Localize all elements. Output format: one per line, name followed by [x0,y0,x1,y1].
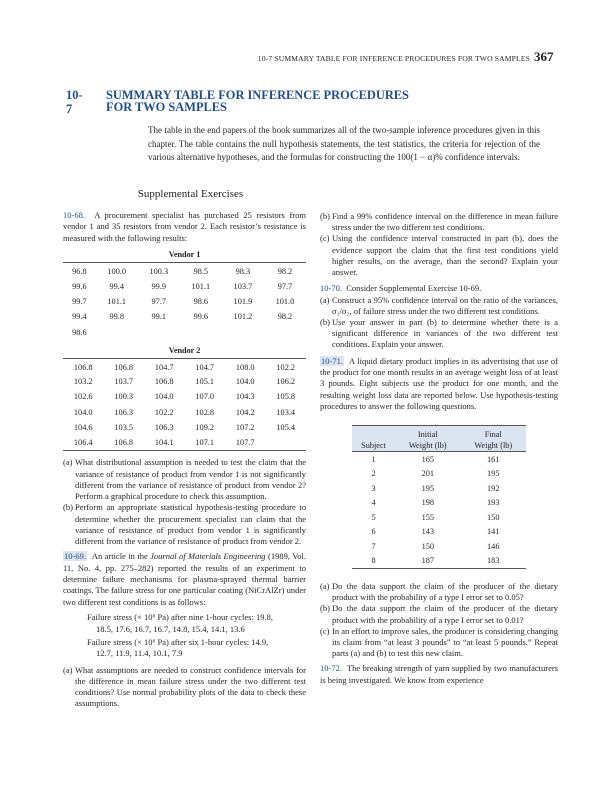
part-text: What distributional assumption is needed to test the claim that the variance of resistance of product from vendor 1 is not significantly different from the variance of resistance of product from vendor 2? Perform a graphical procedure to check this assumption. [75,457,306,502]
exercise-number: 10-72. [320,663,342,674]
section-title-line2: FOR TWO SAMPLES [106,100,227,114]
vendor2-cell: 106.2 [276,377,296,387]
weight-cell: 150 [487,512,500,522]
weight-row [352,495,526,510]
weight-cell: 5 [371,512,376,522]
vendor2-cell: 105.4 [276,423,296,433]
ex71-part-b [320,603,558,625]
vendor1-cell: 101.1 [191,281,211,291]
weight-cell: 150 [421,542,435,552]
exercise-number: 10-71. [321,355,343,366]
vendor2-cell: 107.0 [195,392,215,402]
vendor1-cell: 101.2 [233,312,253,322]
vendor1-caption: Vendor 1 [63,247,306,263]
weight-row [352,539,526,554]
exercise-text: A procurement specialist has purchased 25 resistors from vendor 1 and 35 resistors from vendor 2. Each resistor’s resistance is measured with the following results: [63,210,306,243]
part-label: (b) [320,603,330,614]
stress-label: Failure stress (× 10⁶ Pa) after six 1-hour cycles: 14.9, [87,636,269,647]
exercise-text: A liquid dietary product implies in its advertising that use of the product for one month results in an average weight loss of at least 3 pounds. Eight subjects use the product for one month, and the resulting weight loss data are reported below. Use hypothesis-testing procedures to answer the following questions. [320,355,558,412]
section-number: 10-7 [66,88,83,116]
part-label: (b) [320,211,330,221]
exercise-10-72 [320,663,558,686]
ex68-part-b [63,502,306,547]
vendor1-cell [264,324,306,339]
weight-cell: 193 [487,498,500,508]
vendor2-cell: 106.4 [73,438,93,448]
stress-label: Failure stress (× 10⁶ Pa) after nine 1-hour cycles: 19.8, [87,612,273,623]
part-label: (c) [320,625,330,636]
vendor1-row [63,279,306,294]
vendor2-row [63,359,306,374]
vendor2-cell: 103.4 [276,407,296,417]
weight-cell: 146 [487,542,500,552]
vendor1-cell: 100.3 [149,267,169,277]
vendor2-cell: 102.2 [154,407,174,417]
vendor2-row [63,374,306,389]
vendor1-cell: 98.6 [72,327,87,337]
vendor2-cell: 104.7 [195,362,215,372]
vendor1-row [63,263,306,278]
vendor2-row [63,389,306,404]
col-head: Final [461,425,526,440]
running-head: 10-7 SUMMARY TABLE FOR INFERENCE PROCEDURES FOR TWO SAMPLES [257,54,530,63]
vendor1-cell: 101.0 [275,296,295,306]
weight-cell: 195 [487,469,500,479]
vendor2-cell: 106.8 [114,362,134,372]
vendor1-table [63,247,306,339]
weight-cell: 6 [371,527,376,537]
weight-cell: 3 [371,483,376,493]
vendor1-cell: 101.9 [233,296,253,306]
ex71-part-c [320,626,558,660]
weight-row [352,554,526,569]
part-label: (b) [63,502,73,513]
vendor2-cell: 106.8 [114,438,134,448]
exercise-10-69 [63,551,306,608]
weight-cell: 198 [421,498,435,508]
table-rule [63,450,306,451]
weight-loss-table [352,425,526,569]
part-text: Perform an appropriate statistical hypothesis-testing procedure to determine whether the procurement specialist can claim that the variance of resistance of product from vendor 1 is significantly different from the variance of resistance of product from vendor 2. [75,502,306,546]
weight-row [352,466,526,481]
part-text: In an effort to improve sales, the producer is considering changing its claim from “at least 3 pounds” to “at least 5 pounds.” Repeat parts (a) and (b) to test this new claim. [332,625,558,659]
vendor2-row [63,405,306,420]
vendor2-cell: 107.2 [235,423,255,433]
ex70-part-a [320,295,558,317]
vendor1-cell [96,324,138,339]
vendor2-cell: 104.7 [154,362,174,372]
vendor1-cell: 97.7 [277,281,293,291]
vendor2-cell: 103.5 [114,423,134,433]
part-label: (a) [320,294,330,305]
exercise-number: 10-70. [320,283,342,294]
vendor2-cell: 104.0 [73,407,93,417]
ex68-part-a [63,457,306,502]
exercise-10-71 [320,356,558,413]
vendor1-row [63,324,306,339]
part-text: Do the data support the claim of the producer of the dietary product with the probability of a type I error set to 0.01? [332,603,558,625]
vendor2-cell: 104.1 [154,438,174,448]
weight-cell: 161 [487,454,500,464]
ex69-part-a [63,665,306,710]
vendor1-cell: 99.8 [109,312,124,322]
vendor1-cell [138,324,180,339]
weight-row [352,481,526,496]
vendor2-cell [266,435,307,450]
section-title-line1: SUMMARY TABLE FOR INFERENCE PROCEDURES [106,88,409,102]
vendor2-cell: 106.8 [154,377,174,387]
weight-cell: 143 [421,527,435,537]
exercise-text: Consider Supplemental Exercise 10-69. [346,283,482,294]
exercise-number: 10-68. [63,210,85,220]
vendor1-cell: 99.6 [72,281,87,291]
exercise-text: The breaking strength of yarn supplied by two manufacturers is being investigated. We know from experience [320,663,558,685]
weight-cell: 8 [352,554,395,569]
vendor1-cell: 99.7 [72,296,87,306]
weight-cell: 201 [421,469,435,479]
supplemental-heading: Supplemental Exercises [137,188,244,200]
weight-cell: 192 [487,483,500,493]
vendor2-cell: 109.2 [195,423,215,433]
ex69-part-b [320,211,558,233]
vendor2-cell: 104.3 [235,392,255,402]
stress-data-2 [63,637,306,660]
left-column [63,188,306,710]
vendor2-cell: 108.0 [235,362,255,372]
weight-row [352,525,526,540]
vendor2-cell: 103.2 [73,377,93,387]
vendor2-row [63,435,306,450]
part-text: What assumptions are needed to construct confidence intervals for the difference in mean failure stress under the two different test conditions? Use normal probability plots of the data to check these assumptions. [75,664,306,709]
vendor1-cell: 99.4 [72,312,87,322]
vendor1-cell: 99.9 [151,281,167,291]
vendor2-row [63,420,306,435]
weight-row [352,452,526,467]
col-head: Subject [352,440,395,452]
journal-title: Journal of Materials Engineering [150,551,266,562]
vendor1-cell: 99.6 [193,312,209,322]
exercise-text-before: An article in the [91,551,151,562]
vendor1-cell [180,324,222,339]
stress-values: 12.7, 11.9, 11.4, 10.1, 7.9 [96,648,183,659]
vendor2-cell: 107.1 [195,438,215,448]
vendor1-cell [222,324,264,339]
vendor1-cell: 98.5 [193,267,209,277]
right-column-content [320,189,558,686]
part-text: Use your answer in part (b) to determine whether there is a significant difference in variances of the two different test conditions. Explain your answer. [332,317,558,350]
part-label: (b) [320,317,330,328]
vendor2-cell: 102.2 [276,362,296,372]
vendor2-table [63,343,306,451]
weight-cell: 4 [371,498,376,508]
part-label: (a) [63,457,73,468]
col-head: Initial [395,425,460,440]
vendor1-cell: 96.8 [72,267,87,277]
weight-cell: 2 [371,469,376,479]
vendor1-cell: 98.2 [277,267,293,277]
ex69-part-c [320,233,558,278]
vendor2-cell: 104.0 [154,392,174,402]
part-text: Do the data support the claim of the producer of the dietary product with the probability of a type I error set to 0.05? [332,580,558,603]
vendor1-cell: 99.1 [151,312,167,322]
vendor1-cell: 103.7 [233,281,253,291]
part-text: Find a 99% confidence interval on the difference in mean failure stress under the two different test conditions. [332,211,558,233]
vendor1-cell: 101.1 [107,296,127,306]
weight-cell: 183 [461,554,526,569]
col-head: Weight (lb) [395,440,460,452]
exercise-number: 10-69. [64,551,86,562]
vendor2-cell: 104.2 [235,407,255,417]
vendor2-cell: 106.3 [154,423,174,433]
vendor2-cell: 102.6 [73,392,93,402]
weight-cell: 165 [421,454,435,464]
weight-cell: 195 [421,483,435,493]
exercise-10-68 [63,210,306,244]
vendor2-cell: 106.8 [73,362,93,372]
vendor2-cell: 104.0 [235,377,255,387]
ex71-part-a [320,581,558,603]
stress-values: 18.5, 17.6, 16.7, 16.7, 14.8, 15.4, 14.1, 13.6 [96,623,245,634]
vendor1-cell: 99.4 [109,281,124,291]
part-label: (c) [320,233,330,244]
vendor1-row [63,294,306,309]
vendor2-cell: 103.7 [114,377,134,387]
vendor2-cell: 105.1 [195,377,215,387]
section-intro: The table in the end papers of the book summarizes all of the two-sample inference procedures given in this chapter. The table contains the null hypothesis statements, the test statistics, the criteria for rejection of the various alternative hypotheses, and the formulas for constructing the 100(1 − α)% confidence intervals. [148,125,540,163]
weight-cell: 1 [371,454,376,464]
vendor2-caption: Vendor 2 [63,343,306,359]
weight-cell: 155 [421,512,435,522]
vendor2-cell: 104.6 [73,423,93,433]
vendor2-cell: 107.7 [235,438,255,448]
vendor1-cell: 100.0 [107,267,127,277]
weight-cell: 7 [371,542,376,552]
col-head: Weight (lb) [461,440,526,452]
vendor2-cell: 102.8 [195,407,215,417]
vendor2-cell: 105.8 [276,392,296,402]
weight-cell: 141 [487,527,500,537]
weight-cell: 187 [395,554,460,569]
page-number: 367 [534,49,554,64]
vendor1-cell: 97.7 [151,296,167,306]
vendor2-cell: 106.3 [114,407,134,417]
vendor1-cell: 98.6 [193,296,209,306]
exercise-text-after: (1989, Vol. 11, No. 4, pp. 275–282) reported the results of an experiment to determine failure mechanisms for plasma-sprayed thermal barrier coatings. The failure stress for one particular coating (NiCrAlZr) under two different test conditions is as follows: [63,551,306,607]
part-label: (a) [63,664,73,675]
vendor1-cell: 98.3 [235,267,251,277]
vendor1-cell: 98.2 [277,312,293,322]
vendor2-cell: 100.3 [114,392,134,402]
weight-row [352,510,526,525]
ex70-part-b [320,317,558,351]
exercise-10-70 [320,283,558,294]
vendor1-row [63,309,306,324]
part-text: Construct a 95% confidence interval on the ratio of the variances, σ₁/σ₂, of failure stress under the two different test conditions. [332,294,558,316]
stress-data-1 [63,612,306,635]
part-label: (a) [320,580,330,591]
col-head [352,425,395,440]
part-text: Using the confidence interval constructed in part (b), does the evidence support the claim that the first test conditions yield higher results, on the average, than the second? Explain your answer. [332,233,558,278]
